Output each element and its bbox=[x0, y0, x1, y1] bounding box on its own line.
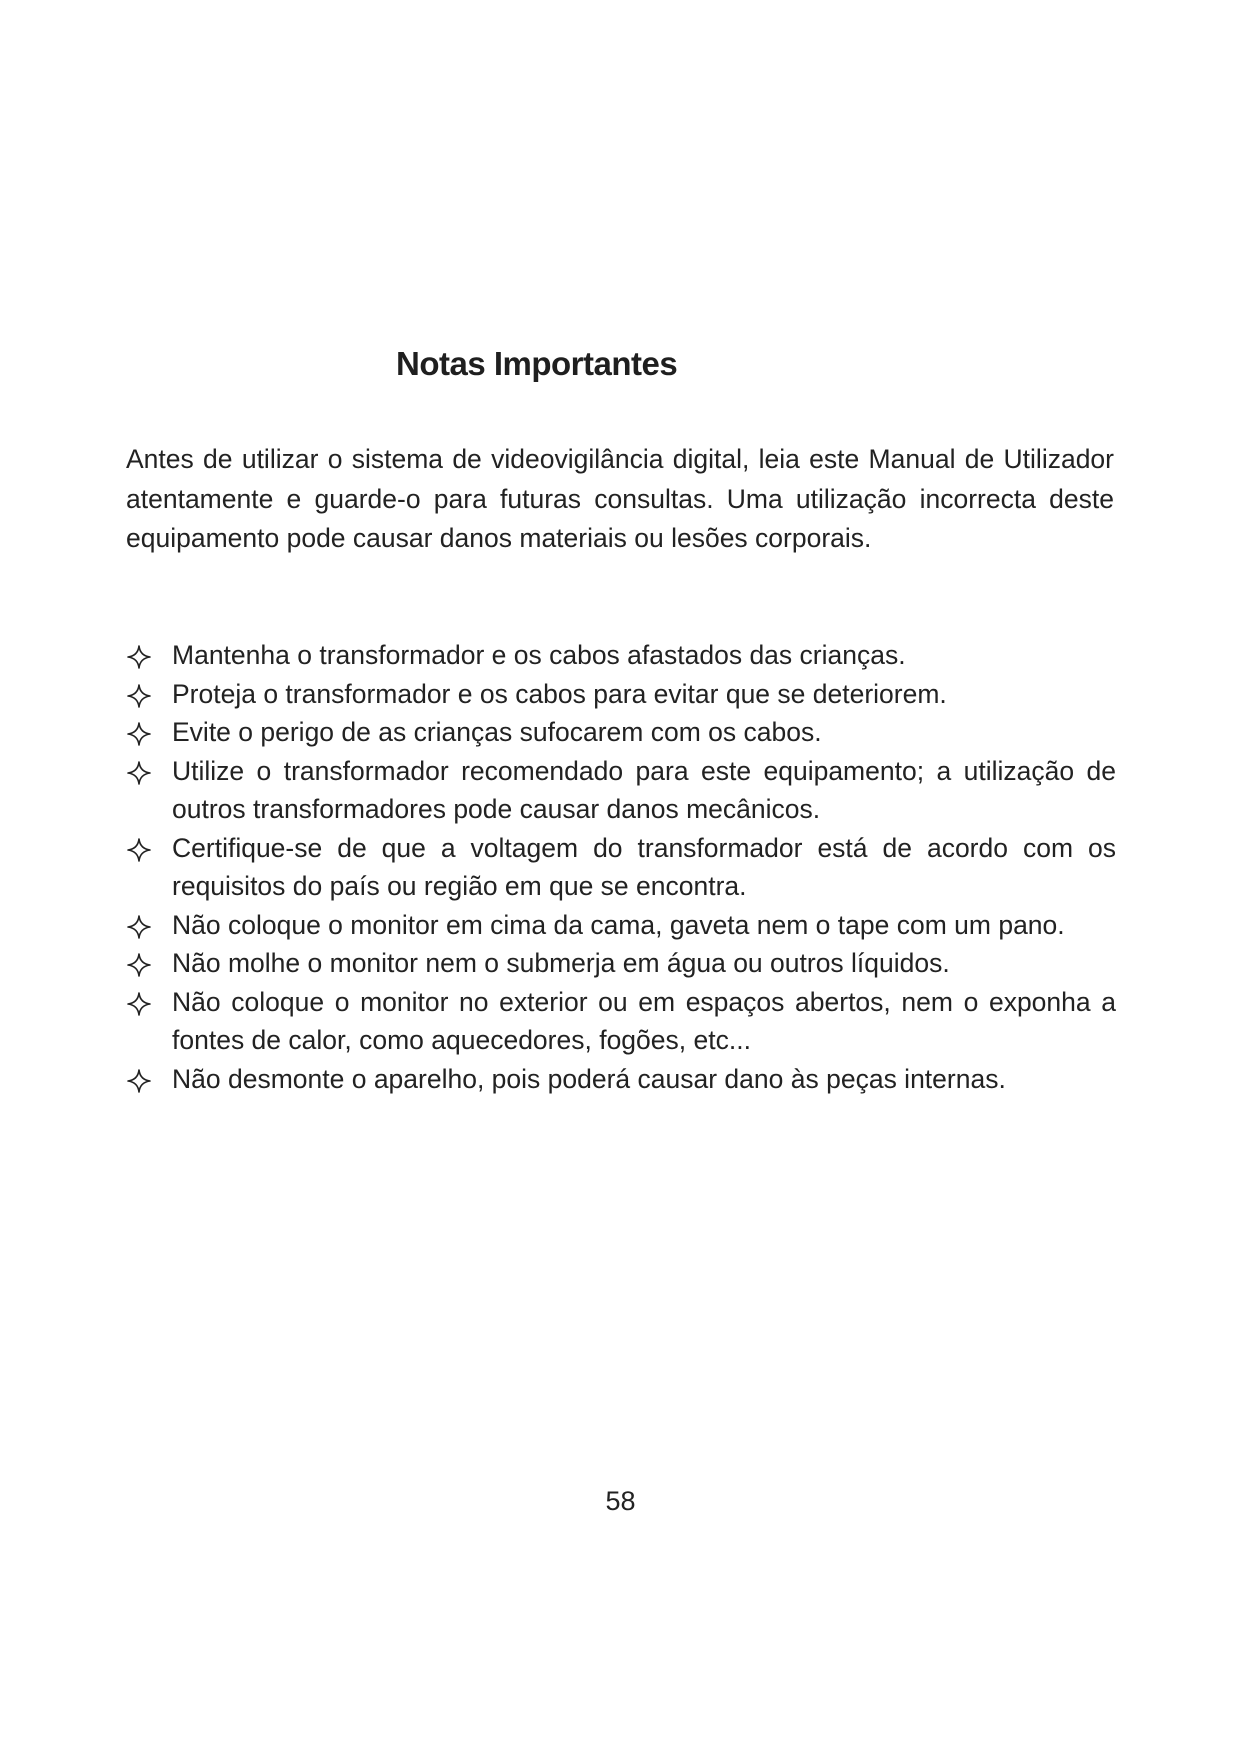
list-item-text: Não coloque o monitor no exterior ou em espaços abertos, nem o exponha a fontes de calor, como aquecedores, fogões, etc... bbox=[172, 986, 1116, 1055]
list-item bbox=[126, 675, 1116, 714]
star-bullet-icon bbox=[126, 914, 152, 940]
list-item bbox=[126, 752, 1116, 829]
star-bullet-icon bbox=[126, 683, 152, 709]
list-item bbox=[126, 944, 1116, 983]
list-item bbox=[126, 713, 1116, 752]
list-item bbox=[126, 983, 1116, 1060]
list-item-text: Não desmonte o aparelho, pois poderá causar dano às peças internas. bbox=[172, 1063, 1006, 1094]
list-item-text: Evite o perigo de as crianças sufocarem com os cabos. bbox=[172, 717, 822, 747]
star-bullet-icon bbox=[126, 760, 152, 786]
safety-notes-list bbox=[126, 636, 1116, 1098]
list-item bbox=[126, 636, 1116, 675]
list-item-text: Não coloque o monitor em cima da cama, gaveta nem o tape com um pano. bbox=[172, 909, 1065, 940]
page-title: Notas Importantes bbox=[396, 345, 678, 382]
list-item-text: Não molhe o monitor nem o submerja em água ou outros líquidos. bbox=[172, 948, 950, 978]
list-item-text: Certifique-se de que a voltagem do transformador está de acordo com os requisitos do país ou região em que se encontra. bbox=[172, 832, 1116, 901]
star-bullet-icon bbox=[126, 1068, 152, 1094]
list-item-text: Utilize o transformador recomendado para este equipamento; a utilização de outros transformadores pode causar danos mecânicos. bbox=[172, 755, 1116, 824]
list-item bbox=[126, 1060, 1116, 1099]
intro-paragraph: Antes de utilizar o sistema de videovigilância digital, leia este Manual de Utilizador atentamente e guarde-o para futuras consultas. Uma utilização incorrecta deste equipamento pode causar danos materiais ou lesões corporais. bbox=[126, 444, 1114, 553]
star-bullet-icon bbox=[126, 837, 152, 863]
list-item-text: Proteja o transformador e os cabos para evitar que se deteriorem. bbox=[172, 678, 947, 709]
page-number: 58 bbox=[605, 1486, 636, 1516]
list-item bbox=[126, 906, 1116, 945]
list-item bbox=[126, 829, 1116, 906]
list-item-text: Mantenha o transformador e os cabos afastados das crianças. bbox=[172, 640, 906, 670]
star-bullet-icon bbox=[126, 721, 152, 747]
star-bullet-icon bbox=[126, 644, 152, 670]
star-bullet-icon bbox=[126, 952, 152, 978]
star-bullet-icon bbox=[126, 991, 152, 1017]
